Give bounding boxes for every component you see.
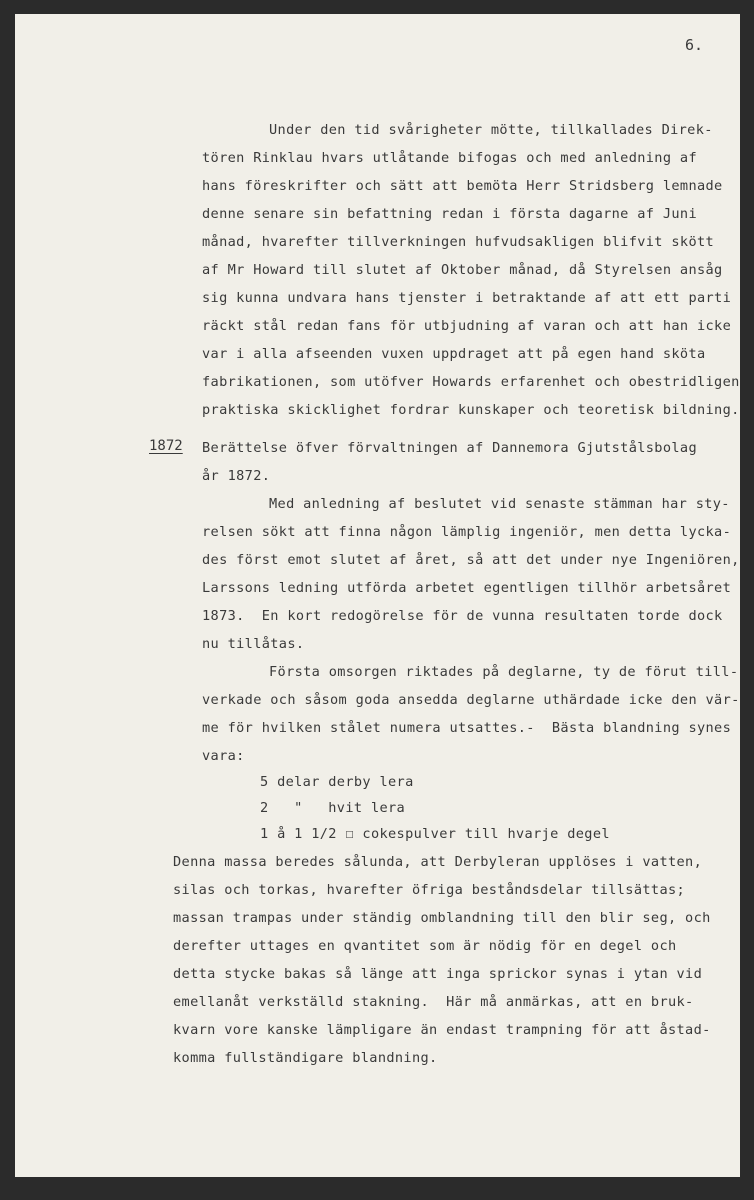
text-line: fabrikationen, som utöfver Howards erfarenhet och obestridligen	[202, 374, 740, 390]
text-line: vara:	[202, 748, 245, 764]
text-line: af Mr Howard till slutet af Oktober månad, då Styrelsen ansåg	[202, 262, 723, 278]
text-line: denne senare sin befattning redan i första dagarne af Juni	[202, 206, 697, 222]
page-number: 6.	[685, 36, 704, 54]
text-line: månad, hvarefter tillverkningen hufvudsakligen blifvit skött	[202, 234, 715, 250]
text-line: des först emot slutet af året, så att det under nye Ingeniören,	[202, 552, 740, 568]
text-line: Första omsorgen riktades på deglarne, ty de förut till-	[269, 664, 739, 680]
text-line: 1873. En kort redogörelse för de vunna resultaten torde dock	[202, 608, 723, 624]
text-line: Larssons ledning utförda arbetet egentligen tillhör arbetsåret	[202, 580, 732, 596]
text-line: massan trampas under ständig omblandning till den blir seg, och	[173, 910, 711, 926]
text-line: kvarn vore kanske lämpligare än endast trampning för att åstad-	[173, 1022, 711, 1038]
text-line: Denna massa beredes sålunda, att Derbyleran upplöses i vatten,	[173, 854, 703, 870]
text-line: var i alla afseenden vuxen uppdraget att på egen hand sköta	[202, 346, 706, 362]
text-line: räckt stål redan fans för utbjudning af varan och att han icke	[202, 318, 732, 334]
margin-year: 1872	[149, 438, 183, 454]
recipe-line: 2 " hvit lera	[260, 800, 406, 816]
recipe-line: 1 å 1 1/2 ☐ cokespulver till hvarje degel	[260, 826, 610, 842]
section-heading-year: år 1872.	[202, 468, 271, 484]
text-line: hans föreskrifter och sätt att bemöta Herr Stridsberg lemnade	[202, 178, 723, 194]
text-line: verkade och såsom goda ansedda deglarne uthärdade icke den vär-	[202, 692, 740, 708]
text-line: nu tillåtas.	[202, 636, 305, 652]
text-line: derefter uttages en qvantitet som är nödig för en degel och	[173, 938, 677, 954]
document-page	[15, 14, 740, 1177]
text-line: emellanåt verkställd stakning. Här må anmärkas, att en bruk-	[173, 994, 694, 1010]
text-line: Under den tid svårigheter mötte, tillkallades Direk-	[269, 122, 713, 138]
text-line: sig kunna undvara hans tjenster i betraktande af att ett parti	[202, 290, 732, 306]
section-heading: Berättelse öfver förvaltningen af Dannemora Gjutstålsbolag	[202, 440, 697, 456]
text-line: praktiska skicklighet fordrar kunskaper och teoretisk bildning.	[202, 402, 740, 418]
text-line: silas och torkas, hvarefter öfriga beståndsdelar tillsättas;	[173, 882, 686, 898]
recipe-line: 5 delar derby lera	[260, 774, 414, 790]
text-line: komma fullständigare blandning.	[173, 1050, 438, 1066]
text-line: detta stycke bakas så länge att inga sprickor synas i ytan vid	[173, 966, 703, 982]
text-line: me för hvilken stålet numera utsattes.- Bästa blandning synes	[202, 720, 732, 736]
text-line: relsen sökt att finna någon lämplig ingeniör, men detta lycka-	[202, 524, 732, 540]
text-line: Med anledning af beslutet vid senaste stämman har sty-	[269, 496, 730, 512]
text-line: tören Rinklau hvars utlåtande bifogas och med anledning af	[202, 150, 697, 166]
